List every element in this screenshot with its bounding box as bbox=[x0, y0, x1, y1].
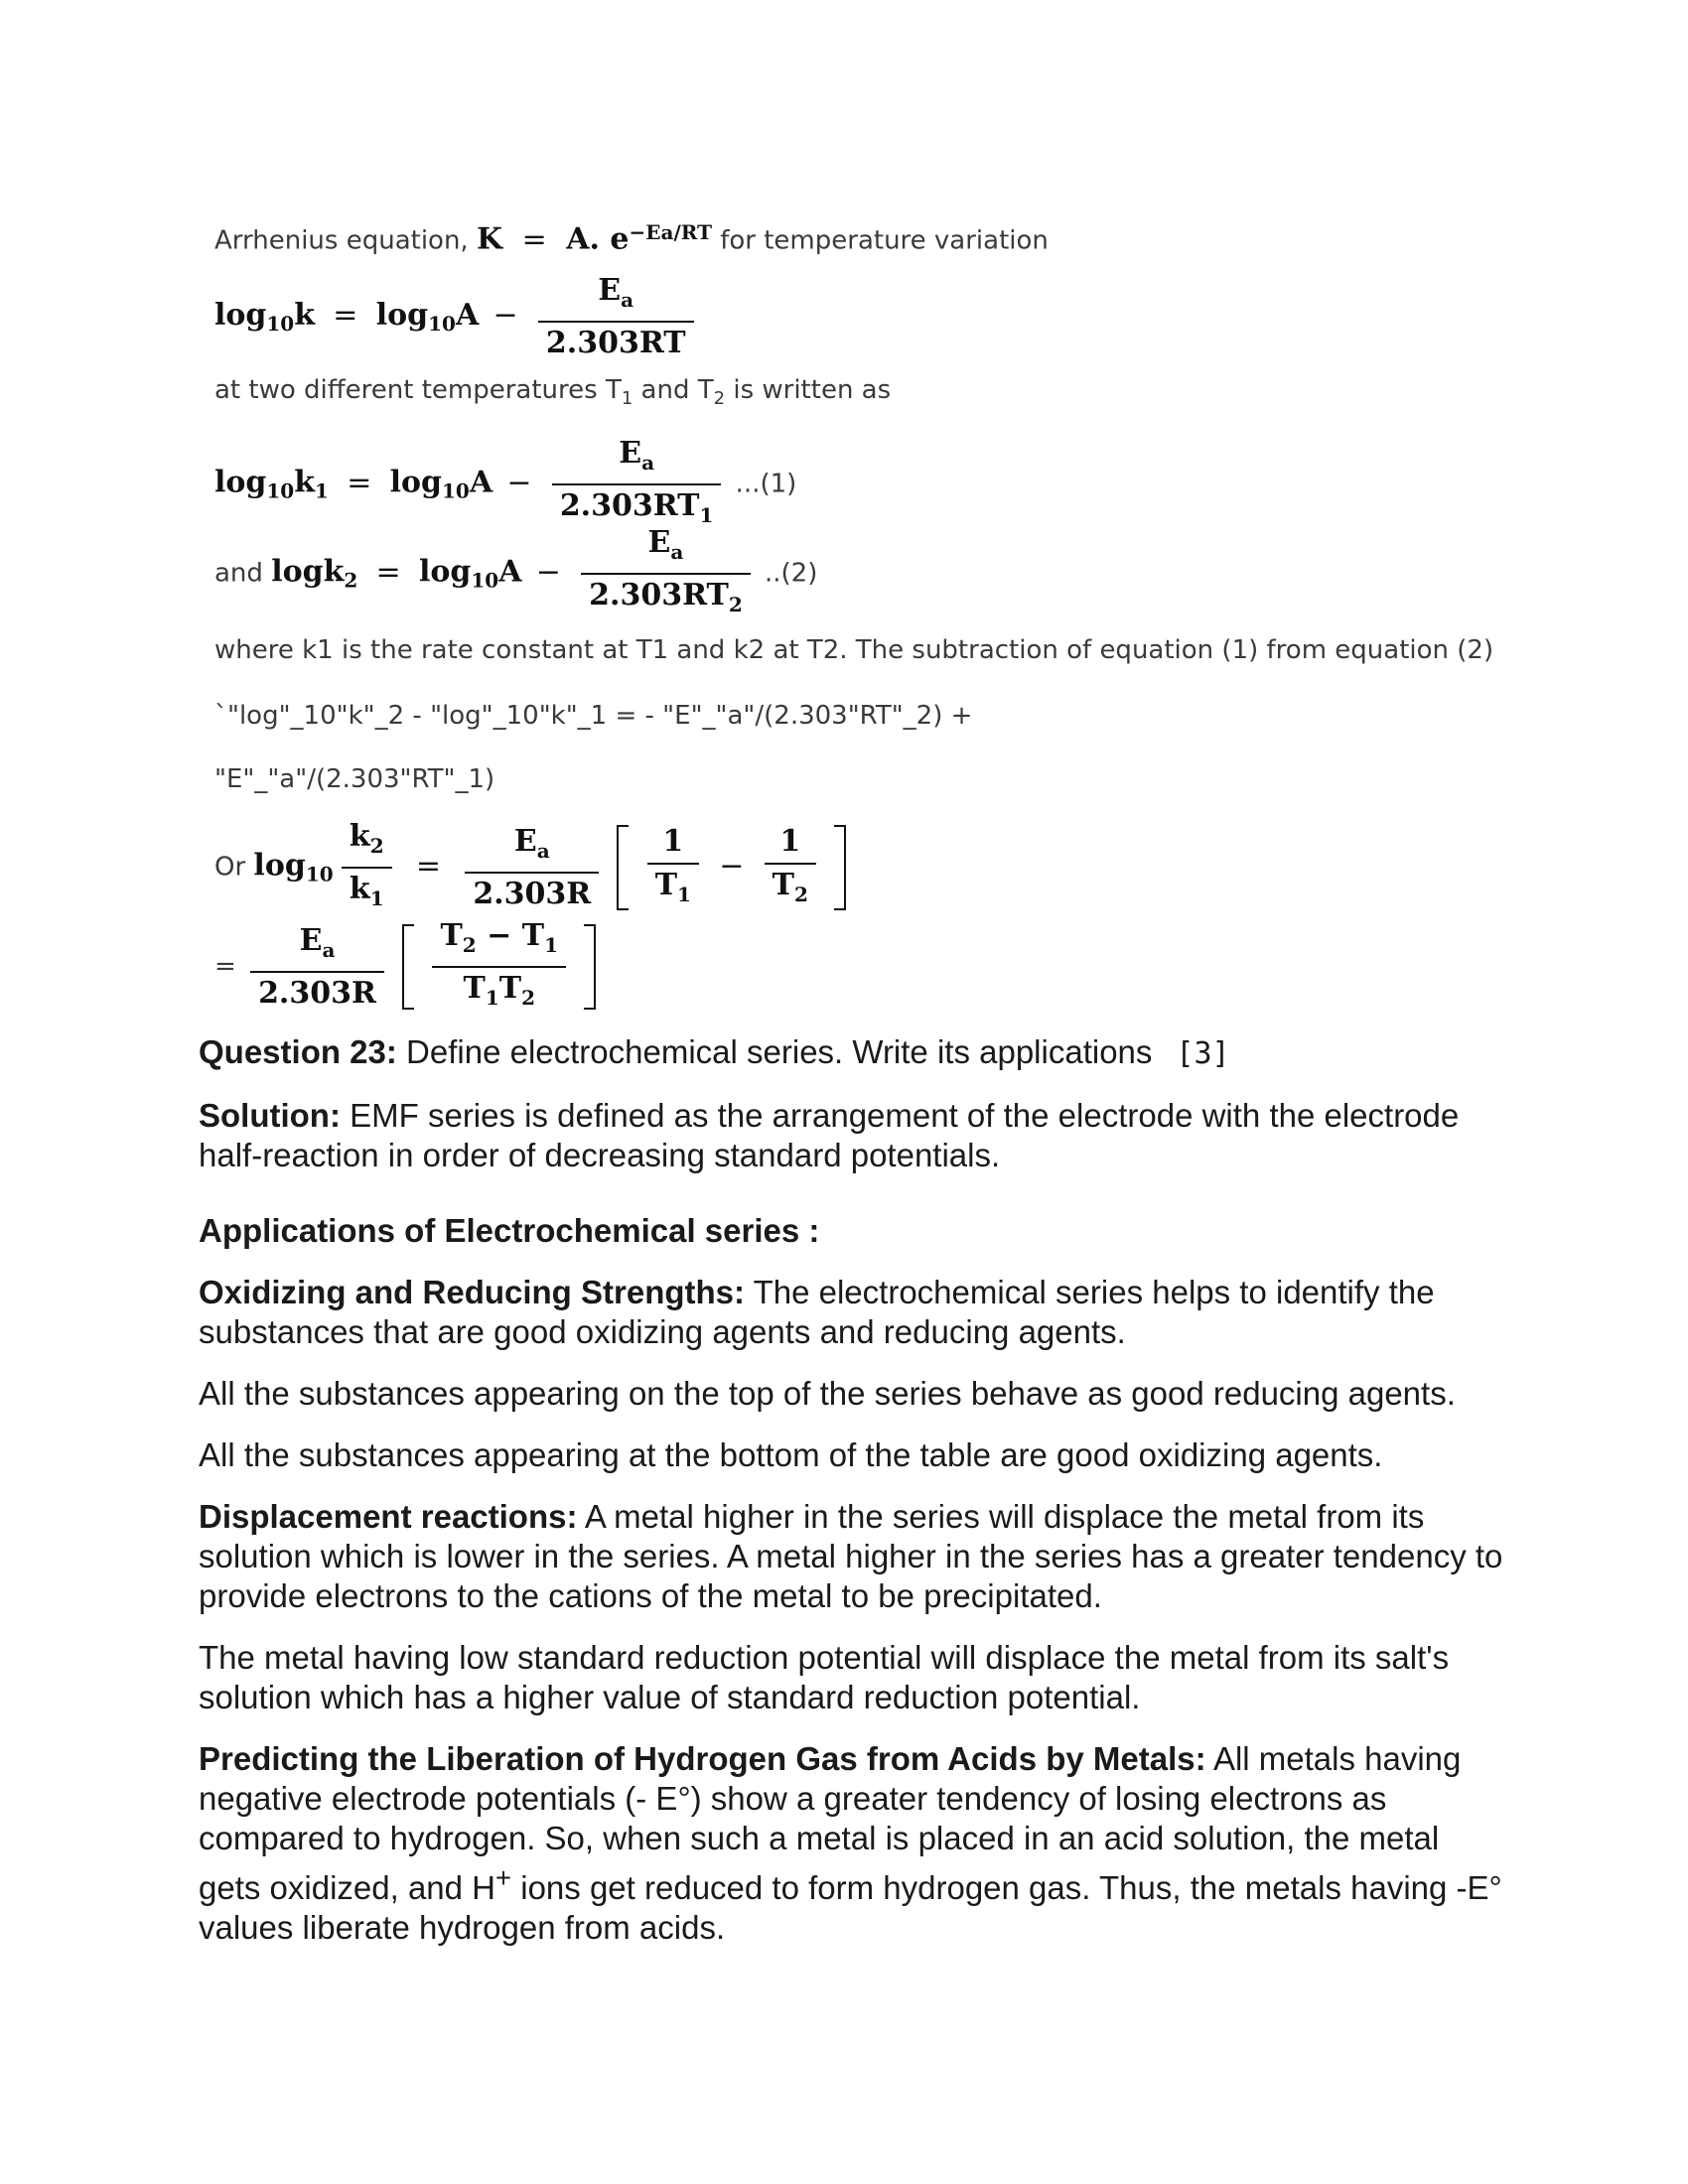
displacement-paragraph bbox=[199, 1497, 1509, 1616]
math: logk bbox=[271, 554, 345, 590]
applications-heading: Applications of Electrochemical series : bbox=[199, 1212, 820, 1249]
subscript: 2 bbox=[462, 933, 477, 957]
right-bracket bbox=[834, 825, 846, 910]
denominator: 2.303RT bbox=[589, 578, 729, 613]
subscript: 2 bbox=[369, 834, 384, 858]
subscript: 10 bbox=[442, 478, 470, 503]
minus: − bbox=[506, 465, 532, 500]
subscript: 1 bbox=[544, 933, 558, 957]
ascii-math-line-1 bbox=[214, 701, 972, 731]
subscript: a bbox=[670, 540, 684, 564]
answer-content bbox=[199, 1032, 1509, 1970]
text: "E"_"a"/(2.303"RT"_1) bbox=[214, 764, 495, 794]
subtraction-line bbox=[214, 635, 1493, 665]
two-temps-line bbox=[214, 375, 891, 409]
math: k bbox=[294, 465, 316, 500]
math-K: K bbox=[476, 221, 503, 257]
subscript: a bbox=[641, 451, 655, 475]
math: A bbox=[469, 465, 493, 500]
fraction bbox=[250, 920, 384, 1015]
text: `"log"_10"k"_2 - "log"_10"k"_1 = - "E"_"a"/(2.303"RT"_2) + bbox=[214, 701, 973, 731]
subscript: 2 bbox=[728, 593, 743, 616]
equation-tag: ..(2) bbox=[765, 558, 818, 589]
minus: − bbox=[719, 848, 745, 884]
paragraph-text: A metal higher in the series will displace the metal from its solution which is lower in the series. A metal higher in the series has a greater tendency to provide electrons to the cations of the metal to be precipitated. bbox=[199, 1498, 1503, 1614]
equals: = bbox=[512, 221, 557, 257]
fraction bbox=[465, 821, 599, 915]
equals: = bbox=[375, 554, 401, 590]
denominator: 2.303RT bbox=[545, 326, 686, 360]
subscript: a bbox=[536, 838, 550, 863]
denominator: T bbox=[654, 867, 678, 902]
solution-text: EMF series is defined as the arrangement of the electrode with the electrode half-reaction in order of decreasing standard potentials. bbox=[199, 1097, 1460, 1173]
math: log bbox=[253, 848, 306, 884]
question-label: Question 23: bbox=[199, 1033, 397, 1070]
text: = bbox=[214, 951, 245, 982]
subscript: 2 bbox=[344, 568, 358, 593]
right-bracket bbox=[584, 924, 596, 1010]
equation-tag: ...(1) bbox=[735, 469, 797, 499]
paragraph-label: Oxidizing and Reducing Strengths: bbox=[199, 1274, 746, 1310]
text: where k1 is the rate constant at T1 and k2 at T2. The subtraction of equation (1) from equation (2) bbox=[214, 635, 1494, 665]
equals: = bbox=[415, 848, 442, 884]
numerator: 1 bbox=[765, 821, 816, 865]
minus: − bbox=[492, 298, 518, 333]
paragraph-text: ions get reduced to form hydrogen gas. Thus, the metals having -E° values liberate hydrogen from acids. bbox=[199, 1869, 1502, 1946]
text: Or bbox=[214, 852, 254, 883]
log-equation bbox=[214, 270, 700, 364]
numerator: k bbox=[349, 819, 370, 854]
numerator: E bbox=[598, 273, 622, 308]
minus: − bbox=[476, 918, 522, 953]
subscript: 1 bbox=[699, 503, 714, 527]
subscript: 10 bbox=[266, 312, 295, 337]
denominator: k bbox=[349, 872, 370, 906]
numerator: E bbox=[299, 922, 323, 958]
ascii-math-line-2 bbox=[214, 764, 494, 794]
text: and bbox=[214, 558, 272, 589]
low-potential-paragraph: The metal having low standard reduction potential will displace the metal from its salt's solution which has a higher value of standard reduction potential. bbox=[199, 1639, 1450, 1715]
paragraph-label: Predicting the Liberation of Hydrogen Gas from Acids by Metals: bbox=[199, 1740, 1206, 1777]
text: at two different temperatures T bbox=[214, 375, 622, 405]
subscript: 2 bbox=[793, 882, 808, 906]
math: log bbox=[214, 298, 267, 333]
paragraph-text: All metals having negative electrode potentials (- E°) show a greater tendency of losing electrons as compared to hydrogen. So, when such a metal is placed in an acid solution, the metal gets oxidized, and H bbox=[199, 1740, 1462, 1906]
fraction bbox=[538, 270, 694, 364]
superscript: + bbox=[495, 1862, 512, 1893]
bottom-series-paragraph: All the substances appearing at the bottom of the table are good oxidizing agents. bbox=[199, 1436, 1383, 1473]
fraction bbox=[342, 816, 392, 919]
math: k bbox=[294, 298, 316, 333]
subscript: a bbox=[621, 288, 634, 312]
fraction bbox=[581, 522, 751, 625]
subscript: 1 bbox=[677, 882, 691, 906]
fraction bbox=[552, 433, 722, 536]
left-bracket bbox=[617, 825, 629, 910]
equation-1 bbox=[214, 433, 796, 536]
equals: = bbox=[347, 465, 372, 500]
minus: − bbox=[535, 554, 561, 590]
numerator: E bbox=[647, 525, 671, 560]
math: log bbox=[418, 554, 472, 590]
math: T bbox=[440, 918, 463, 953]
subscript: 1 bbox=[315, 478, 329, 503]
numerator: E bbox=[619, 436, 642, 471]
subscript: 10 bbox=[428, 312, 456, 337]
math: T bbox=[498, 971, 522, 1006]
denominator: 2.303RT bbox=[559, 488, 700, 523]
left-bracket bbox=[402, 924, 414, 1010]
exponent: −Ea/RT bbox=[629, 220, 712, 244]
marks-badge: [3] bbox=[1176, 1036, 1230, 1071]
text: for temperature variation bbox=[711, 225, 1049, 256]
subscript: 10 bbox=[471, 568, 499, 593]
final-equation bbox=[214, 915, 600, 1019]
subscript: 1 bbox=[369, 887, 384, 910]
fraction bbox=[765, 821, 816, 915]
text: and T bbox=[633, 375, 714, 405]
denominator: 2.303R bbox=[473, 876, 592, 911]
numerator: 1 bbox=[647, 821, 699, 865]
top-series-paragraph: All the substances appearing on the top of the series behave as good reducing agents. bbox=[199, 1375, 1456, 1412]
denominator: T bbox=[772, 867, 794, 902]
text: is written as bbox=[725, 375, 892, 405]
solution-label: Solution: bbox=[199, 1097, 341, 1134]
subscript: 1 bbox=[485, 986, 499, 1010]
math: A bbox=[498, 554, 522, 590]
paragraph-text: The electrochemical series helps to identify the substances that are good oxidizing agents and reducing agents. bbox=[199, 1274, 1435, 1350]
arrhenius-line bbox=[214, 220, 1049, 257]
hydrogen-paragraph bbox=[199, 1739, 1509, 1948]
or-equation bbox=[214, 816, 850, 919]
math-A: A. e bbox=[566, 221, 630, 257]
fraction bbox=[647, 821, 699, 915]
math: T bbox=[521, 918, 545, 953]
subscript: 10 bbox=[266, 478, 295, 503]
subscript: 2 bbox=[521, 986, 535, 1010]
question-23 bbox=[199, 1032, 1509, 1074]
oxidizing-paragraph bbox=[199, 1273, 1509, 1352]
question-text: Define electrochemical series. Write its applications bbox=[396, 1033, 1153, 1070]
math: log bbox=[375, 298, 429, 333]
subscript: a bbox=[322, 937, 336, 962]
numerator: E bbox=[513, 823, 537, 859]
fraction bbox=[432, 915, 566, 1019]
math: T bbox=[463, 971, 486, 1006]
math: log bbox=[214, 465, 267, 500]
paragraph-label: Displacement reactions: bbox=[199, 1498, 578, 1535]
equals: = bbox=[333, 298, 358, 333]
text: Arrhenius equation, bbox=[214, 225, 477, 256]
math: log bbox=[389, 465, 443, 500]
denominator: 2.303R bbox=[258, 975, 376, 1011]
subscript: 1 bbox=[621, 388, 633, 410]
subscript: 2 bbox=[713, 388, 726, 410]
subscript: 10 bbox=[305, 862, 334, 887]
equation-2 bbox=[214, 522, 817, 625]
solution bbox=[199, 1096, 1509, 1175]
math: A bbox=[455, 298, 480, 333]
